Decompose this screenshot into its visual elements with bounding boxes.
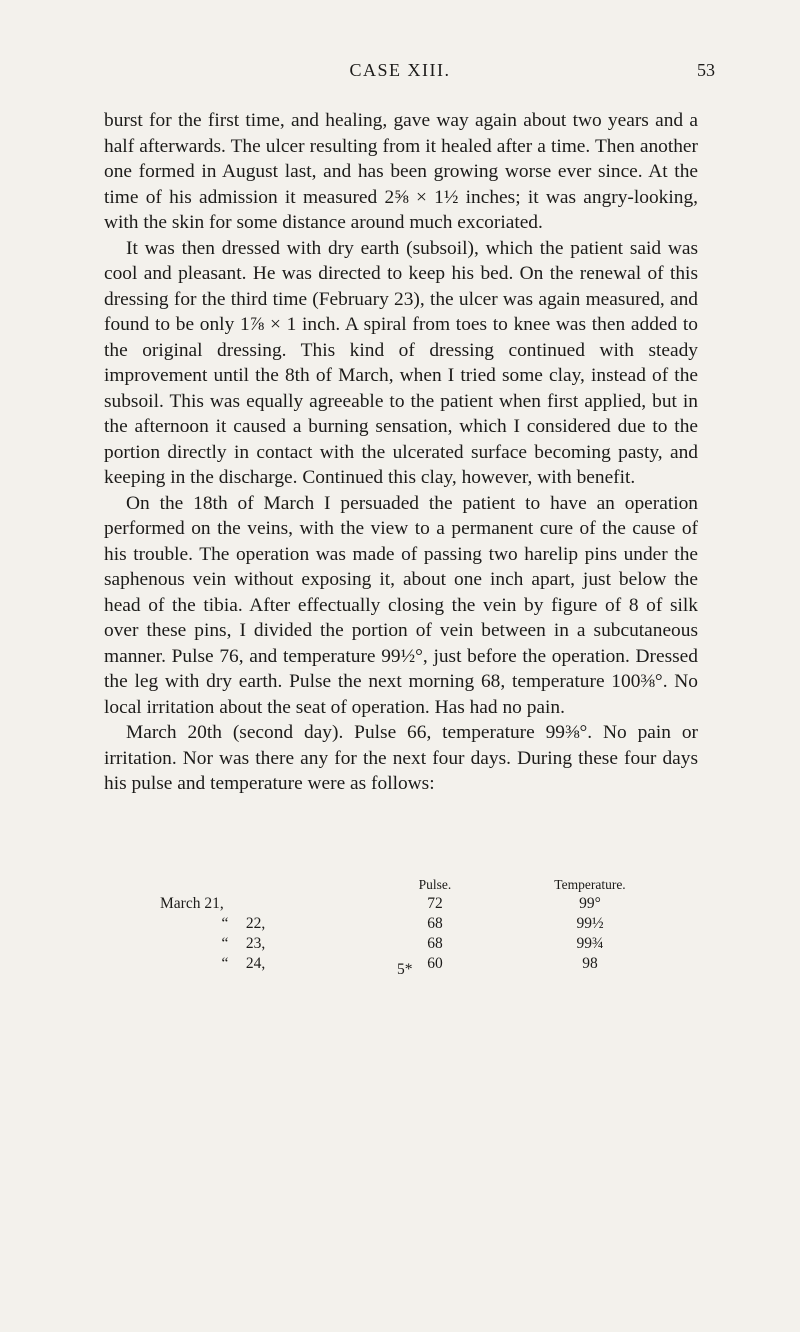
date-cell bbox=[160, 915, 320, 933]
table-row bbox=[160, 895, 680, 915]
month-cell: March bbox=[160, 895, 201, 912]
month-cell: “ bbox=[221, 935, 229, 952]
paragraph-2: It was then dressed with dry earth (subsoil), which the patient said was cool and pleasant. He was directed to keep his bed. On the renewal of this dressing for the third time (February 23), the ulcer was again measured, and found to be only 1⅞ × 1 inch. A spiral from toes to knee was then added to the original dressing. This kind of dressing continued with steady improvement until the 8th of March, when I tried some clay, instead of the subsoil. This was equally agreeable to the patient when first applied, but in the afternoon it caused a burning sensation, which I considered due to the portion directly in contact with the ulcerated surface becoming pasty, and keeping in the discharge. Continued this clay, however, with benefit. bbox=[104, 237, 698, 488]
temperature-cell: 98 bbox=[582, 955, 598, 972]
pulse-cell: 72 bbox=[427, 895, 443, 912]
table-header-row bbox=[160, 877, 680, 895]
pulse-column-header: Pulse. bbox=[418, 877, 452, 892]
month-cell: “ bbox=[221, 955, 229, 972]
pulse-cell: 68 bbox=[427, 935, 443, 952]
paragraph-3: On the 18th of March I persuaded the patient to have an operation performed on the veins, with the view to a permanent cure of the cause of his trouble. The operation was made of passing two harelip pins under the saphenous vein without exposing it, about one inch apart, just below the head of the tibia. After effectually closing the vein by figure of 8 of silk over these pins, I divided the portion of vein between in a subcutaneous manner. Pulse 76, and temperature 99½°, just before the operation. Dressed the leg with dry earth. Pulse the next morning 68, temperature 100⅜°. No local irritation about the seat of operation. Has had no pain. bbox=[104, 492, 698, 718]
body-text bbox=[104, 108, 698, 797]
paragraph-1: burst for the first time, and healing, gave way again about two years and a half afterwards. The ulcer resulting from it healed after a time. Then another one formed in August last, and has been growing worse ever since. At the time of his admission it measured 2⅝ × 1½ inches; it was angry-looking, with the skin for some distance around much excoriated. bbox=[104, 110, 698, 233]
page-header bbox=[0, 60, 800, 88]
temperature-cell: 99° bbox=[579, 895, 601, 912]
pulse-temperature-table bbox=[160, 877, 680, 975]
pulse-cell: 68 bbox=[427, 915, 443, 932]
day-cell: 24, bbox=[245, 955, 266, 972]
page-number: 53 bbox=[697, 60, 715, 80]
day-cell: 21, bbox=[204, 895, 224, 912]
date-cell bbox=[160, 935, 320, 953]
table-row bbox=[160, 955, 680, 975]
day-cell: 22, bbox=[245, 915, 266, 932]
pulse-cell: 60 bbox=[427, 955, 443, 972]
temperature-cell: 99½ bbox=[576, 915, 604, 932]
date-cell bbox=[160, 955, 320, 973]
running-head: CASE XIII. bbox=[349, 60, 451, 80]
temperature-column-header: Temperature. bbox=[554, 877, 626, 892]
month-cell: “ bbox=[221, 915, 229, 932]
temperature-cell: 99¾ bbox=[576, 935, 604, 952]
signature-mark: 5* bbox=[397, 961, 413, 978]
table-row bbox=[160, 915, 680, 935]
date-cell bbox=[160, 895, 320, 913]
day-cell: 23, bbox=[245, 935, 266, 952]
paragraph-4: March 20th (second day). Pulse 66, temperature 99⅜°. No pain or irritation. Nor was there any for the next four days. During these four days his pulse and temperature were as follows: bbox=[104, 722, 698, 794]
table-row bbox=[160, 935, 680, 955]
